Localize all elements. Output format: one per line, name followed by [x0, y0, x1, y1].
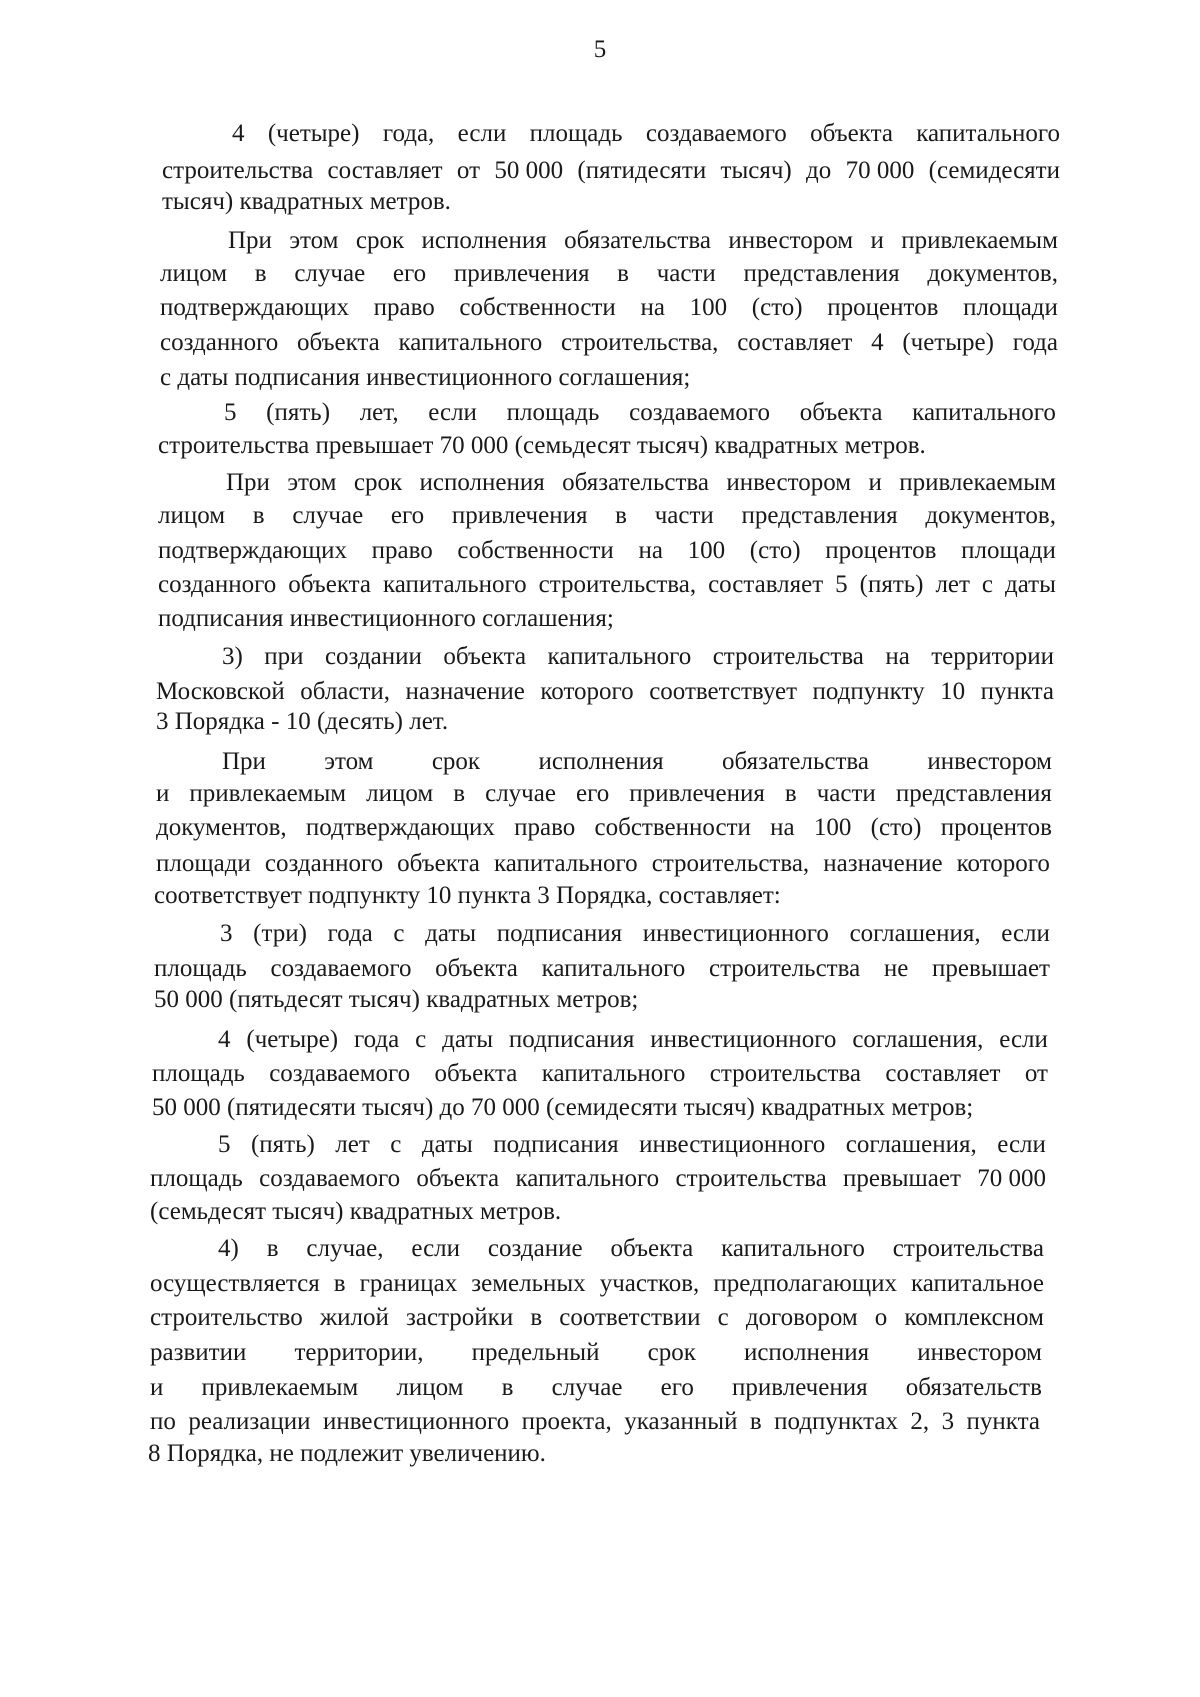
line-word: объекта: [810, 120, 893, 147]
line-word: обязательств: [905, 1374, 1042, 1401]
line-word: обязательства: [722, 748, 869, 775]
page-number: 5: [593, 36, 607, 63]
line-word: инвестиционного: [639, 1131, 826, 1158]
line-word: 50 000 (пятидесяти тысяч) до 70 000 (семидесяти тысяч) квадратных метров;: [152, 1094, 974, 1121]
line-word: строительства: [709, 1060, 861, 1087]
line-word: превышает: [842, 1165, 961, 1192]
line-word: объекта: [435, 955, 518, 982]
line-word: его: [575, 780, 610, 807]
line-word: в: [749, 1408, 762, 1435]
line-word: на: [640, 294, 665, 321]
line-word: соглашения,: [849, 920, 981, 947]
line-word: от: [456, 157, 481, 184]
line-word: объекта: [610, 1235, 694, 1262]
line-word: области,: [300, 678, 391, 705]
line-word: 50 000 (пятьдесят тысяч) квадратных метров;: [154, 986, 639, 1013]
line-word: срок: [647, 1339, 696, 1366]
text-line: [160, 327, 1058, 359]
line-word: площадь: [150, 1165, 243, 1192]
line-word: года: [327, 920, 373, 947]
line-word: 70 000: [977, 1165, 1046, 1192]
line-word: 50 000: [494, 157, 564, 184]
line-word: подпункту: [812, 678, 925, 705]
line-word: площадь: [154, 955, 247, 982]
line-word: года,: [382, 120, 435, 147]
line-word: на: [885, 643, 910, 670]
line-word: пункта: [966, 1408, 1040, 1435]
text-line: [154, 880, 781, 912]
line-word: в: [453, 780, 466, 807]
line-word: 4: [232, 120, 245, 147]
line-word: создаваемого: [645, 120, 787, 147]
line-word: создание: [487, 1235, 583, 1262]
line-word: подписания инвестиционного соглашения;: [158, 605, 614, 632]
text-line: [150, 1337, 1042, 1369]
line-word: случае: [551, 1374, 623, 1401]
line-word: 10: [940, 678, 966, 705]
text-line: [150, 1406, 1040, 1438]
line-word: строительство: [150, 1304, 303, 1331]
line-word: (пятидесяти: [577, 157, 707, 184]
line-word: лицом: [160, 260, 228, 287]
line-word: случае: [294, 260, 366, 287]
line-word: развитии: [150, 1339, 247, 1366]
line-word: привлечения: [451, 502, 588, 529]
text-line: [158, 569, 1056, 601]
line-word: составляет: [708, 571, 824, 598]
line-word: капитального: [493, 850, 638, 877]
line-word: 3: [941, 1408, 955, 1435]
line-word: назначение: [823, 850, 943, 877]
line-word: При: [226, 469, 270, 496]
text-line: [156, 848, 1050, 880]
line-word: капитального: [382, 571, 527, 598]
text-line: [152, 1058, 1048, 1090]
line-word: объекта: [416, 1165, 500, 1192]
line-word: привлекаемым: [201, 1374, 359, 1401]
line-word: предполагающих: [713, 1270, 897, 1297]
line-word: процентов: [825, 537, 937, 564]
line-word: объекта: [296, 329, 380, 356]
line-word: составляет: [327, 157, 443, 184]
line-word: (семидесяти: [928, 157, 1060, 184]
line-word: лицом: [396, 1374, 464, 1401]
text-line: [152, 1092, 973, 1124]
line-word: его: [392, 260, 427, 287]
line-word: этом: [324, 748, 374, 775]
line-word: даты: [442, 1026, 494, 1053]
line-word: строительства: [708, 955, 861, 982]
line-word: если: [411, 1235, 461, 1262]
line-word: право: [373, 294, 435, 321]
line-word: если: [997, 1131, 1046, 1158]
line-word: и: [156, 780, 170, 807]
line-word: которого: [540, 678, 634, 705]
text-line: [218, 1233, 1044, 1265]
line-word: строительства: [712, 643, 864, 670]
line-word: лет,: [359, 399, 399, 426]
line-word: создаваемого: [259, 1165, 401, 1192]
line-word: территории: [931, 643, 1054, 670]
text-line: [150, 1196, 561, 1228]
line-word: документов,: [925, 502, 1056, 529]
line-word: капитального: [916, 120, 1060, 147]
line-word: собственности: [459, 294, 616, 321]
line-word: созданного: [158, 571, 277, 598]
line-word: подтверждающих: [305, 814, 495, 841]
line-word: объекта: [288, 571, 371, 598]
line-word: в: [266, 1235, 279, 1262]
line-word: жилой: [319, 1304, 389, 1331]
line-word: составляет: [737, 329, 853, 356]
line-word: капитального: [721, 1235, 865, 1262]
line-word: границах: [359, 1270, 458, 1297]
line-word: подтверждающих: [160, 294, 349, 321]
line-word: площадь: [152, 1060, 245, 1087]
line-word: строительства,: [651, 850, 810, 877]
line-word: капитального: [398, 329, 543, 356]
text-line: [158, 535, 1056, 567]
line-word: 4: [218, 1026, 231, 1053]
line-word: документов,: [927, 260, 1058, 287]
line-word: (пять): [859, 571, 924, 598]
text-line: [156, 676, 1054, 708]
line-word: строительства,: [538, 571, 697, 598]
text-line: [150, 1302, 1044, 1334]
text-line: [150, 1372, 1042, 1404]
line-word: соглашения,: [845, 1131, 977, 1158]
line-word: инвестиционного: [322, 1408, 510, 1435]
line-word: по: [150, 1408, 176, 1435]
line-word: реализации: [188, 1408, 311, 1435]
line-word: собственности: [594, 814, 751, 841]
text-line: [232, 118, 1060, 150]
line-word: превышает: [932, 955, 1050, 982]
line-word: которого: [956, 850, 1050, 877]
line-word: 2,: [910, 1408, 930, 1435]
text-line: [222, 746, 1052, 778]
line-word: указанный: [624, 1408, 738, 1435]
line-word: 3: [220, 920, 233, 947]
line-word: инвестиционного: [650, 1026, 837, 1053]
line-word: на: [638, 537, 663, 564]
line-word: подписания: [496, 920, 623, 947]
line-word: капитального: [515, 1165, 660, 1192]
line-word: и: [150, 1374, 164, 1401]
line-word: площади: [963, 294, 1058, 321]
line-word: (сто): [751, 294, 803, 321]
text-line: [226, 467, 1056, 499]
line-word: с: [393, 920, 405, 947]
line-word: 4): [218, 1235, 239, 1262]
line-word: составляет: [885, 1060, 1001, 1087]
line-word: договором: [745, 1304, 858, 1331]
text-line: [224, 397, 1056, 429]
line-word: даты: [425, 920, 477, 947]
text-line: [158, 500, 1056, 532]
line-word: исполнения: [538, 748, 664, 775]
line-word: года: [1012, 329, 1058, 356]
line-word: в: [784, 780, 797, 807]
line-word: объекта: [397, 850, 480, 877]
line-word: инвестором: [728, 227, 854, 254]
line-word: (четыре): [902, 329, 994, 356]
line-word: на: [770, 814, 795, 841]
line-word: и: [870, 227, 884, 254]
line-word: инвестором: [917, 1339, 1042, 1366]
line-word: строительства: [675, 1165, 827, 1192]
line-word: процентов: [827, 294, 939, 321]
line-word: право: [371, 537, 433, 564]
line-word: При: [228, 227, 272, 254]
line-word: 3 Порядка - 10 (десять) лет.: [156, 708, 449, 735]
line-word: проекта,: [521, 1408, 612, 1435]
line-word: строительства: [892, 1235, 1044, 1262]
text-line: [228, 225, 1058, 257]
line-word: инвестором: [927, 748, 1052, 775]
line-word: площадь: [506, 399, 600, 426]
line-word: 3): [222, 643, 243, 670]
line-word: объекта: [443, 643, 527, 670]
text-line: [156, 812, 1052, 844]
line-word: представления: [895, 780, 1052, 807]
line-word: площади: [961, 537, 1056, 564]
text-line: [160, 292, 1058, 324]
line-word: привлекаемым: [901, 227, 1058, 254]
line-word: 8 Порядка, не подлежит увеличению.: [148, 1440, 546, 1467]
line-word: соответствует: [649, 678, 798, 705]
line-word: исполнения: [743, 1339, 870, 1366]
line-word: объекта: [434, 1060, 518, 1087]
line-word: не: [883, 955, 909, 982]
line-word: обязательства: [562, 469, 710, 496]
line-word: этом: [289, 227, 339, 254]
line-word: с: [415, 1026, 427, 1053]
line-word: (три): [253, 920, 307, 947]
line-word: участков,: [599, 1270, 700, 1297]
line-word: создаваемого: [629, 399, 771, 426]
line-word: подписания: [508, 1026, 635, 1053]
line-word: в: [530, 1304, 543, 1331]
line-word: (сто): [870, 814, 922, 841]
text-line: [218, 1129, 1046, 1161]
line-word: строительства: [162, 157, 314, 184]
text-line: [160, 258, 1058, 290]
line-word: случае: [292, 502, 364, 529]
line-word: 5: [218, 1131, 231, 1158]
line-word: его: [390, 502, 425, 529]
text-line: [154, 984, 638, 1016]
text-line: [162, 186, 451, 218]
line-word: с: [981, 571, 994, 598]
line-word: предельный: [471, 1339, 600, 1366]
line-word: пункта: [980, 678, 1054, 705]
line-word: с: [390, 1131, 402, 1158]
line-word: случае: [485, 780, 556, 807]
line-word: 70 000: [845, 157, 915, 184]
text-line: [150, 1163, 1046, 1195]
line-word: лицом: [158, 502, 226, 529]
text-line: [156, 706, 448, 738]
line-word: подпунктах: [774, 1408, 898, 1435]
text-line: [156, 778, 1052, 810]
line-word: привлечения: [629, 780, 765, 807]
line-word: тысяч) квадратных метров.: [162, 188, 451, 215]
line-word: площади: [156, 850, 251, 877]
line-word: в: [333, 1270, 346, 1297]
line-word: (пять): [250, 1131, 315, 1158]
line-word: созданного: [264, 850, 384, 877]
line-word: если: [428, 399, 477, 426]
line-word: с даты подписания инвестиционного соглашения;: [160, 364, 691, 391]
line-word: 100: [689, 294, 728, 321]
line-word: части: [816, 780, 876, 807]
line-word: капитальное: [911, 1270, 1044, 1297]
line-word: срок: [431, 748, 481, 775]
line-word: капитального: [912, 399, 1056, 426]
line-word: даты: [421, 1131, 473, 1158]
line-word: исполнения: [421, 227, 547, 254]
line-word: (четыре): [246, 1026, 339, 1053]
text-line: [150, 1268, 1044, 1300]
line-word: создании: [324, 643, 422, 670]
line-word: застройки: [406, 1304, 514, 1331]
line-word: 5: [835, 571, 848, 598]
line-word: при: [264, 643, 304, 670]
line-word: земельных: [471, 1270, 586, 1297]
line-word: случае,: [306, 1235, 384, 1262]
line-word: если: [457, 120, 507, 147]
line-word: назначение: [405, 678, 525, 705]
line-word: в: [252, 502, 265, 529]
line-word: 4: [871, 329, 884, 356]
line-word: инвестиционного: [642, 920, 829, 947]
line-word: соглашения,: [852, 1026, 984, 1053]
line-word: документов,: [156, 814, 287, 841]
line-word: года: [353, 1026, 400, 1053]
line-word: в: [501, 1374, 514, 1401]
line-word: соответствии: [559, 1304, 701, 1331]
line-word: с: [717, 1304, 729, 1331]
line-word: и: [868, 469, 882, 496]
line-word: капитального: [541, 1060, 686, 1087]
line-word: представления: [741, 502, 898, 529]
line-word: строительства,: [560, 329, 719, 356]
line-word: подтверждающих: [158, 537, 347, 564]
line-word: даты: [1005, 571, 1056, 598]
line-word: 100: [813, 814, 852, 841]
line-word: привлекаемым: [189, 780, 347, 807]
text-line: [158, 430, 926, 462]
line-word: от: [1024, 1060, 1048, 1087]
line-word: инвестором: [726, 469, 852, 496]
line-word: части: [654, 502, 714, 529]
line-word: тысяч): [720, 157, 792, 184]
line-word: привлечения: [732, 1374, 868, 1401]
line-word: комплексном: [904, 1304, 1044, 1331]
line-word: (четыре): [267, 120, 360, 147]
line-word: этом: [287, 469, 337, 496]
text-line: [220, 918, 1050, 950]
line-word: его: [660, 1374, 694, 1401]
line-word: представления: [743, 260, 900, 287]
line-word: обязательства: [564, 227, 712, 254]
text-line: [160, 362, 690, 394]
line-word: исполнения: [419, 469, 545, 496]
line-word: лет: [935, 571, 970, 598]
line-word: в: [617, 260, 629, 287]
line-word: (пять): [266, 399, 331, 426]
line-word: (сто): [749, 537, 801, 564]
line-word: При: [222, 748, 266, 775]
line-word: капитального: [547, 643, 692, 670]
line-word: лицом: [366, 780, 434, 807]
line-word: подписания: [493, 1131, 619, 1158]
line-word: создаваемого: [269, 1060, 411, 1087]
line-word: 100: [687, 537, 726, 564]
line-word: о: [874, 1304, 888, 1331]
line-word: в: [254, 260, 267, 287]
text-line: [158, 603, 614, 635]
line-word: осуществляется: [150, 1270, 320, 1297]
line-word: территории,: [294, 1339, 424, 1366]
text-line: [154, 953, 1050, 985]
line-word: (семьдесят тысяч) квадратных метров.: [150, 1198, 562, 1225]
text-line: [218, 1024, 1048, 1056]
line-word: части: [656, 260, 716, 287]
line-word: срок: [353, 469, 403, 496]
line-word: срок: [355, 227, 405, 254]
line-word: строительства превышает 70 000 (семьдесят тысяч) квадратных метров.: [158, 432, 926, 459]
line-word: 5: [224, 399, 237, 426]
text-line: [162, 155, 1060, 187]
line-word: лет: [335, 1131, 370, 1158]
line-word: привлекаемым: [899, 469, 1056, 496]
line-word: Московской: [156, 678, 285, 705]
line-word: до: [806, 157, 832, 184]
line-word: привлечения: [453, 260, 590, 287]
line-word: если: [999, 1026, 1048, 1053]
line-word: площадь: [529, 120, 623, 147]
text-line: [148, 1438, 546, 1470]
line-word: объекта: [799, 399, 883, 426]
line-word: в: [615, 502, 627, 529]
line-word: собственности: [457, 537, 614, 564]
line-word: создаваемого: [270, 955, 412, 982]
line-word: процентов: [940, 814, 1052, 841]
line-word: если: [1001, 920, 1050, 947]
line-word: созданного: [160, 329, 279, 356]
text-line: [222, 641, 1054, 673]
line-word: капитального: [541, 955, 686, 982]
line-word: соответствует подпункту 10 пункта 3 Порядка, составляет:: [154, 882, 781, 909]
line-word: право: [514, 814, 576, 841]
